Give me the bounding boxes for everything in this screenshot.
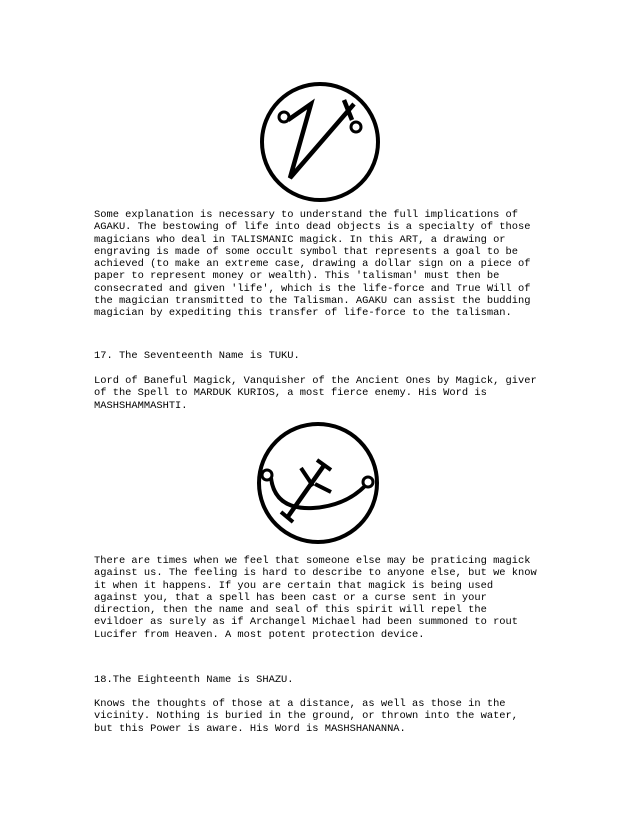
tuku-seal-image	[255, 420, 381, 546]
shazu-heading: 18.The Eighteenth Name is SHAZU.	[94, 674, 294, 686]
shazu-description-paragraph: Knows the thoughts of those at a distance, as well as those in the vicinity. Nothing is buried in the ground, or thrown into the water, but this Power is aware. His Word is MASHSHANANNA.	[94, 698, 519, 735]
agaku-seal-image	[258, 80, 382, 204]
agaku-explanation-paragraph: Some explanation is necessary to understand the full implications of AGAKU. The bestowing of life into dead objects is a specialty of those magicians who deal in TALISMANIC magick. In this ART, a drawing or engraving is made of some occult symbol that represents a goal to be achieved (to make an extreme case, drawing a dollar sign on a piece of paper to represent money or wealth). This 'talisman' must then be consecrated and given 'life', which is the life-force and True Will of the magician transmitted to the Talisman. AGAKU can assist the budding magician by expediting this transfer of life-force to the talisman.	[94, 209, 531, 320]
tuku-explanation-paragraph: There are times when we feel that someone else may be praticing magick against us. The feeling is hard to describe to anyone else, but we know it when it happens. If you are certain that magick is being used against you, that a spell has been cast or a curse sent in your direction, then the name and seal of this spirit will repel the evildoer as surely as if Archangel Michael had been summoned to rout Lucifer from Heaven. A most potent protection device.	[94, 555, 537, 641]
tuku-heading: 17. The Seventeenth Name is TUKU.	[94, 350, 300, 362]
tuku-description-paragraph: Lord of Baneful Magick, Vanquisher of the Ancient Ones by Magick, giver of the Spell to MARDUK KURIOS, a most fierce enemy. His Word is MASHSHAMMASHTI.	[94, 375, 537, 412]
